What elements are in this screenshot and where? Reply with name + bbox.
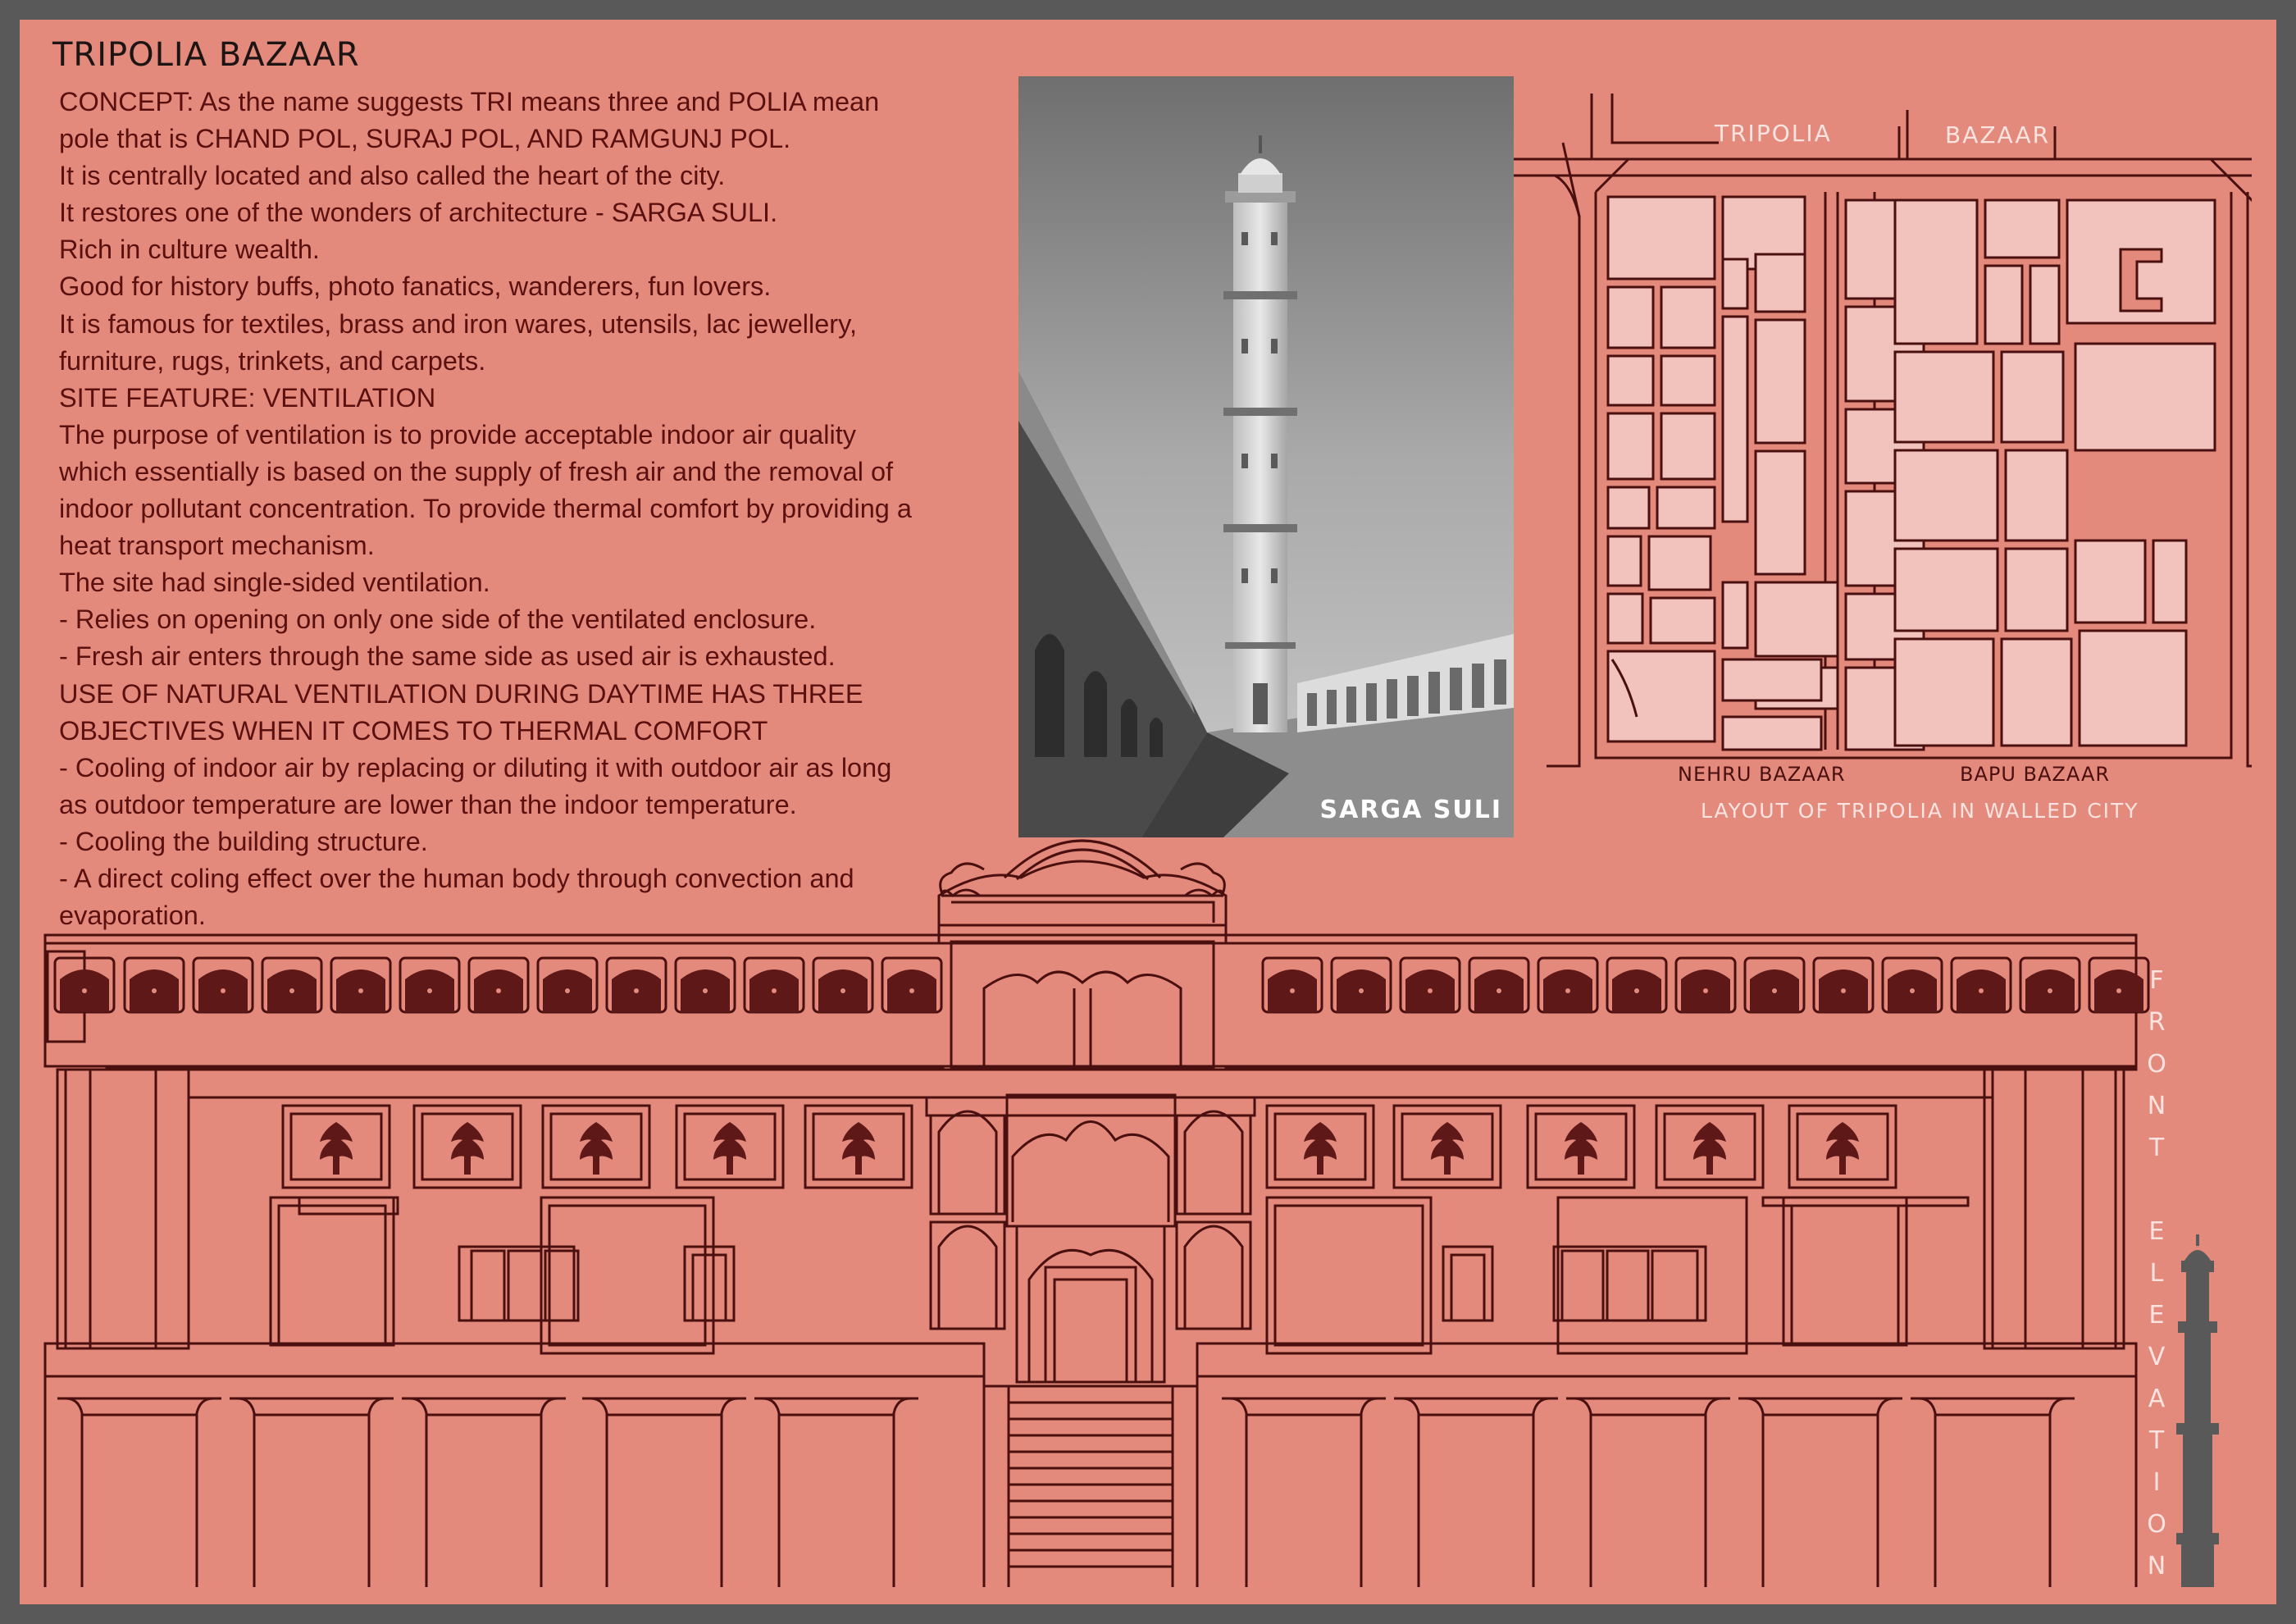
poster-title: TRIPOLIA BAZAAR xyxy=(52,36,360,74)
description-line: pole that is CHAND POL, SURAJ POL, AND RAMGUNJ POL. xyxy=(59,124,791,154)
decorative-panels-left xyxy=(283,1106,912,1188)
elevation-label-letter: N xyxy=(2147,1092,2166,1120)
elevation-label-letter: T xyxy=(2148,1134,2165,1162)
description-line: It restores one of the wonders of architecture - SARGA SULI. xyxy=(59,198,778,228)
elevation-label-letter: F xyxy=(2149,966,2164,995)
description-line: - Relies on opening on only one side of the ventilated enclosure. xyxy=(59,604,817,635)
upper-window-row-left xyxy=(55,958,941,1012)
description-line: furniture, rugs, trinkets, and carpets. xyxy=(59,345,486,376)
description-line: It is centrally located and also called the heart of the city. xyxy=(59,161,726,191)
description-line: which essentially is based on the supply of fresh air and the removal of xyxy=(59,456,894,486)
elevation-label-letter: L xyxy=(2149,1259,2164,1288)
elevation-label-letter: O xyxy=(2147,1510,2166,1539)
description-line: - Fresh air enters through the same side as used air is exhausted. xyxy=(59,641,836,672)
description-line: SITE FEATURE: VENTILATION xyxy=(59,382,436,413)
elevation-label-letter xyxy=(2140,1169,2173,1211)
description-line: Rich in culture wealth. xyxy=(59,235,320,265)
map-road-label-bapu-bazaar: BAPU BAZAAR xyxy=(1960,763,2111,786)
elevation-label-letter: E xyxy=(2148,1301,2165,1330)
elevation-label-letter: R xyxy=(2148,1008,2166,1037)
elevation-label-letter: O xyxy=(2147,1050,2166,1079)
map-road-label-nehru-bazaar: NEHRU BAZAAR xyxy=(1678,763,1846,786)
description-line: heat transport mechanism. xyxy=(59,531,375,561)
description-line: - Cooling the building structure. xyxy=(59,826,428,856)
description-line: The site had single-sided ventilation. xyxy=(59,568,490,598)
elevation-label-letter: I xyxy=(2152,1468,2161,1497)
map-caption: LAYOUT OF TRIPOLIA IN WALLED CITY xyxy=(1701,799,2139,823)
upper-window-row-right xyxy=(1263,958,2148,1012)
decorative-panels-right xyxy=(1267,1106,1896,1188)
description-line: CONCEPT: As the name suggests TRI means three and POLIA mean xyxy=(59,87,880,116)
description-line: - Cooling of indoor air by replacing or diluting it with outdoor air as long xyxy=(59,752,892,782)
description-line: indoor pollutant concentration. To provide thermal comfort by providing a xyxy=(59,494,912,524)
description-line: as outdoor temperature are lower than the indoor temperature. xyxy=(59,789,797,819)
description-line: The purpose of ventilation is to provide acceptable indoor air quality xyxy=(59,419,856,449)
shop-bays xyxy=(57,1398,2075,1587)
description-line: OBJECTIVES WHEN IT COMES TO THERMAL COMFORT xyxy=(59,715,768,746)
elevation-label-letter: A xyxy=(2148,1385,2166,1413)
elevation-label-letter: N xyxy=(2147,1552,2166,1581)
description-line: evaporation. xyxy=(59,901,206,931)
description-line: USE OF NATURAL VENTILATION DURING DAYTIME HAS THREE xyxy=(59,678,863,709)
map-road-label-tripolia: TRIPOLIA xyxy=(1715,120,1832,147)
description-line: It is famous for textiles, brass and iron wares, utensils, lac jewellery, xyxy=(59,308,857,339)
tower-silhouette-icon xyxy=(2165,1234,2230,1587)
description-line: Good for history buffs, photo fanatics, wanderers, fun lovers. xyxy=(59,271,772,302)
map-road-label-bazaar: BAZAAR xyxy=(1945,121,2051,148)
elevation-label-letter: E xyxy=(2148,1217,2165,1246)
elevation-label-letter: T xyxy=(2148,1426,2165,1455)
elevation-label-letter: V xyxy=(2148,1343,2166,1371)
description-line: - A direct coling effect over the human body through convection and xyxy=(59,863,854,893)
photo-caption: SARGA SULI xyxy=(1319,796,1502,824)
